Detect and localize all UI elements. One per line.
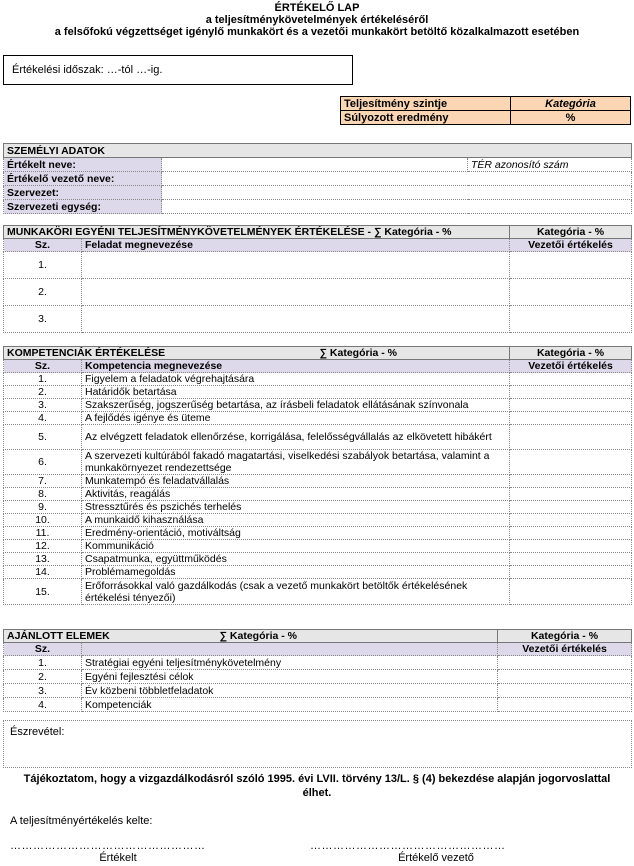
competencies-sum: ∑ Kategória - % [319, 347, 397, 359]
competency-name: Aktivitás, reagálás [82, 488, 510, 501]
row-number: 14. [4, 566, 82, 579]
requirements-title: MUNKAKÖRI EGYÉNI TELJESÍTMÉNYKÖVETELMÉNYEK ÉRTÉKELÉSE - ∑ Kategória - % [4, 226, 510, 239]
competencies-table [3, 346, 632, 605]
col-eval: Vezetői értékelés [510, 360, 632, 373]
table-row [4, 698, 632, 712]
performance-level-label: Teljesítmény szintje [341, 97, 511, 111]
row-number: 2. [4, 386, 82, 399]
competency-name: Az elvégzett feladatok ellenőrzése, korrigálása, felelősségvállalás az elkövetett hibákért [82, 425, 510, 450]
eval-field[interactable] [510, 566, 632, 579]
row-number: 12. [4, 540, 82, 553]
rated-name-field[interactable] [162, 158, 468, 172]
leader-name-label: Értékelő vezető neve: [4, 172, 162, 186]
col-no: Sz. [4, 360, 82, 373]
recommended-title [4, 630, 498, 643]
eval-field[interactable] [510, 425, 632, 450]
competency-name: Határidők betartása [82, 386, 510, 399]
row-number: 15. [4, 579, 82, 605]
recommended-title-text: AJÁNLOTT ELEMEK [7, 630, 110, 642]
requirements-table [3, 225, 632, 333]
table-row [4, 373, 632, 386]
eval-field[interactable] [510, 514, 632, 527]
form-subtitle-2: a felsőfokú végzettséget igénylő munkakört és a vezetői munkakört betöltő közalkalmazott esetében [54, 26, 580, 38]
competency-name: Szakszerűség, jogszerűség betartása, az írásbeli feladatok ellátásának színvonala [82, 399, 510, 412]
table-row [4, 514, 632, 527]
table-row [4, 475, 632, 488]
table-row [4, 386, 632, 399]
eval-field[interactable] [498, 656, 632, 670]
competency-name: A fejlődés igénye és üteme [82, 412, 510, 425]
competency-name: Munkatempó és feladatvállalás [82, 475, 510, 488]
eval-field[interactable] [510, 527, 632, 540]
row-number: 3. [4, 399, 82, 412]
row-number: 4. [4, 412, 82, 425]
competency-name: A szervezeti kultúrából fakadó magatartási, viselkedési szabályok betartása, valamint a munkakörnyezet rendezettsége [82, 450, 510, 475]
recommended-category: Kategória - % [498, 630, 632, 643]
element-name: Év közbeni többletfeladatok [82, 684, 498, 698]
competencies-title [4, 347, 510, 360]
table-row [4, 684, 632, 698]
eval-field[interactable] [510, 279, 632, 306]
col-no: Sz. [4, 643, 82, 656]
eval-field[interactable] [510, 412, 632, 425]
col-name [82, 643, 498, 656]
table-row [4, 488, 632, 501]
element-name: Stratégiai egyéni teljesítménykövetelmény [82, 656, 498, 670]
competency-name: A munkaidő kihasználása [82, 514, 510, 527]
performance-level-value[interactable]: Kategória [511, 97, 631, 111]
competency-name: Eredmény-orientáció, motiváltság [82, 527, 510, 540]
competencies-title-text: KOMPETENCIÁK ÉRTÉKELÉSE [7, 347, 166, 359]
row-number: 6. [4, 450, 82, 475]
row-number: 5. [4, 425, 82, 450]
task-field[interactable] [82, 306, 510, 333]
evaluator-signature-label: Értékelő vezető [398, 852, 474, 864]
table-row [4, 252, 632, 279]
personal-data-table [3, 143, 632, 214]
table-row [4, 566, 632, 579]
requirements-category: Kategória - % [510, 226, 632, 239]
evaluation-date-label: A teljesítményértékelés kelte: [10, 815, 153, 827]
row-number: 2. [4, 279, 82, 306]
table-row [4, 412, 632, 425]
table-row [4, 501, 632, 514]
table-row [4, 540, 632, 553]
competency-name: Stressztűrés és pszichés terhelés [82, 501, 510, 514]
element-name: Egyéni fejlesztési célok [82, 670, 498, 684]
performance-summary [340, 96, 631, 125]
task-field[interactable] [82, 279, 510, 306]
table-row [4, 579, 632, 605]
eval-field[interactable] [510, 306, 632, 333]
remarks-label: Észrevétel: [10, 726, 65, 738]
legal-notice: Tájékoztatom, hogy a vizgazdálkodásról szóló 1995. évi LVII. törvény 13/L. § (4) bekezdése alapján jogorvoslattal élhet. [23, 773, 611, 799]
row-number: 9. [4, 501, 82, 514]
competency-name: Figyelem a feladatok végrehajtására [82, 373, 510, 386]
table-row [4, 399, 632, 412]
form-title: ÉRTÉKELŐ LAP [274, 2, 360, 14]
recommended-sum: ∑ Kategória - % [219, 630, 297, 642]
col-no: Sz. [4, 239, 82, 252]
eval-field[interactable] [510, 501, 632, 514]
row-number: 2. [4, 670, 82, 684]
ter-id-field[interactable]: TÉR azonosító szám [468, 158, 632, 172]
personal-data-title: SZEMÉLYI ADATOK [4, 144, 632, 158]
eval-field[interactable] [498, 684, 632, 698]
row-number: 4. [4, 698, 82, 712]
eval-field[interactable] [510, 475, 632, 488]
form-subtitle: a teljesítménykövetelmények értékeléséről [205, 14, 429, 26]
eval-field[interactable] [510, 553, 632, 566]
table-row [4, 553, 632, 566]
row-number: 10. [4, 514, 82, 527]
row-number: 1. [4, 373, 82, 386]
weighted-result-value[interactable]: % [511, 111, 631, 125]
eval-field[interactable] [510, 373, 632, 386]
eval-field[interactable] [510, 386, 632, 399]
competencies-category: Kategória - % [510, 347, 632, 360]
weighted-result-label: Súlyozott eredmény [341, 111, 511, 125]
competency-name: Problémamegoldás [82, 566, 510, 579]
eval-field[interactable] [510, 540, 632, 553]
rated-signature-label: Értékelt [99, 852, 137, 864]
row-number: 8. [4, 488, 82, 501]
row-number: 13. [4, 553, 82, 566]
table-row [4, 425, 632, 450]
eval-field[interactable] [510, 450, 632, 475]
table-row [4, 450, 632, 475]
col-eval: Vezetői értékelés [510, 239, 632, 252]
eval-field[interactable] [498, 670, 632, 684]
table-row [4, 279, 632, 306]
task-field[interactable] [82, 252, 510, 279]
remarks-box[interactable] [3, 720, 632, 768]
row-number: 1. [4, 656, 82, 670]
eval-field[interactable] [510, 488, 632, 501]
element-name: Kompetenciák [82, 698, 498, 712]
leader-name-field[interactable] [162, 172, 632, 186]
row-number: 7. [4, 475, 82, 488]
rated-signature-line[interactable]: …………………………………………… [10, 840, 206, 852]
row-number: 3. [4, 306, 82, 333]
col-competency: Kompetencia megnevezése [82, 360, 510, 373]
unit-field[interactable] [162, 200, 632, 214]
competency-name: Csapatmunka, együttműködés [82, 553, 510, 566]
rated-name-label: Értékelt neve: [4, 158, 162, 172]
table-row [4, 527, 632, 540]
col-task: Feladat megnevezése [82, 239, 510, 252]
row-number: 3. [4, 684, 82, 698]
unit-label: Szervezeti egység: [4, 200, 162, 214]
competency-name: Kommunikáció [82, 540, 510, 553]
org-label: Szervezet: [4, 186, 162, 200]
col-eval: Vezetői értékelés [498, 643, 632, 656]
recommended-table [3, 629, 632, 712]
table-row [4, 656, 632, 670]
eval-field[interactable] [510, 579, 632, 605]
eval-field[interactable] [510, 399, 632, 412]
table-row [4, 306, 632, 333]
row-number: 1. [4, 252, 82, 279]
eval-field[interactable] [498, 698, 632, 712]
evaluation-period-box[interactable]: Értékelési időszak: …-tól …-ig. [3, 55, 353, 85]
org-field[interactable] [162, 186, 632, 200]
eval-field[interactable] [510, 252, 632, 279]
row-number: 11. [4, 527, 82, 540]
table-row [4, 670, 632, 684]
competency-name: Erőforrásokkal való gazdálkodás (csak a vezető munkakört betöltők értékelésének értékelési tényezői) [82, 579, 510, 605]
evaluator-signature-line[interactable]: …………………………………………… [310, 840, 506, 852]
